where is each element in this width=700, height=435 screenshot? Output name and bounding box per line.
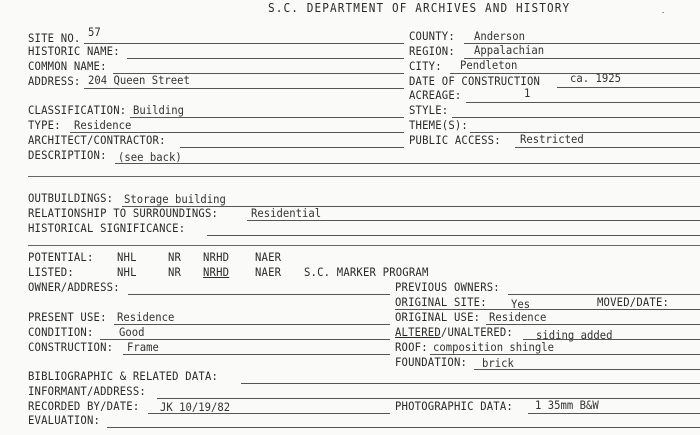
roof-line [430,354,700,355]
public-access-line [515,147,700,148]
potential-label: POTENTIAL: [28,250,94,264]
description-label: DESCRIPTION: [28,148,107,162]
roof-value: composition shingle [433,340,555,354]
theme-label: THEME(S): [409,118,468,132]
city-label: CITY: [409,59,442,73]
public-access-value: Restricted [520,132,584,146]
original-use-value: Residence [489,310,547,324]
original-site-value: Yes [511,297,531,311]
outbuildings-value: Storage building [124,192,226,206]
informant-label: INFORMANT/ADDRESS: [28,384,146,398]
foundation-value: brick [482,356,514,370]
acreage-value: 1 [524,86,531,100]
recorded-by-line [148,413,390,414]
historic-name-label: HISTORIC NAME: [28,44,120,58]
date-of-construction-value: ca. 1925 [570,71,621,85]
photographic-data-label: PHOTOGRAPHIC DATA: [395,399,513,413]
photographic-data-line [528,413,700,414]
present-use-line [114,324,390,325]
historic-name-line [127,58,404,59]
type-label: TYPE: [28,118,61,132]
acreage-label: ACREAGE: [409,88,462,102]
unaltered-label: /UNALTERED: [440,325,513,339]
relationship-label: RELATIONSHIP TO SURROUNDINGS: [28,206,219,220]
address-value: 204 Queen Street [88,73,190,87]
photographic-data-value: 1 35mm B&W [535,398,599,412]
acreage-line [466,102,700,103]
evaluation-line [107,427,700,428]
evaluation-label: EVALUATION: [28,413,101,427]
present-use-label: PRESENT USE: [28,310,107,324]
form-title: S.C. DEPARTMENT OF ARCHIVES AND HISTORY [268,1,571,15]
architect-line [180,147,404,148]
address-label: ADDRESS: [28,74,81,88]
style-label: STYLE: [409,103,449,117]
site-no-line [84,43,404,44]
recorded-by-value: JK 10/19/82 [160,400,231,414]
original-use-label: ORIGINAL USE: [395,310,481,324]
condition-label: CONDITION: [28,325,94,339]
bibliographic-label: BIBLIOGRAPHIC & RELATED DATA: [28,369,219,383]
bibliographic-line [241,383,700,384]
listed-nrhd-marked: NRHD [203,265,230,279]
type-value: Residence [74,118,132,132]
relationship-line [247,220,700,221]
section-divider-2 [28,245,700,246]
city-value: Pendleton [460,58,518,72]
previous-owners-label: PREVIOUS OWNERS: [395,280,500,294]
construction-value: Frame [127,340,159,354]
date-of-construction-label: DATE OF CONSTRUCTION [409,74,541,88]
county-value: Anderson [474,29,525,43]
paper-speck [662,12,664,13]
region-label: REGION: [409,44,455,58]
site-no-value: 57 [88,25,101,39]
roof-label: ROOF: [395,340,428,354]
site-no-label: SITE NO. [28,31,81,45]
common-name-label: COMMON NAME: [28,59,107,73]
listed-nr: NR [168,265,182,279]
foundation-line [474,369,700,370]
construction-line [123,354,390,355]
sc-marker-program: S.C. MARKER PROGRAM [304,265,429,279]
potential-nrhd: NRHD [203,250,230,264]
significance-label: HISTORICAL SIGNIFICANCE: [28,221,186,235]
relationship-value: Residential [251,206,322,220]
altered-unaltered-label [395,326,513,339]
listed-label: LISTED: [28,265,74,279]
altered-value: siding added [536,328,613,342]
owner-address-label: OWNER/ADDRESS: [28,280,120,294]
present-use-value: Residence [117,310,175,324]
architect-label: ARCHITECT/CONTRACTOR: [28,133,166,147]
classification-label: CLASSIFICATION: [28,103,127,117]
foundation-label: FOUNDATION: [395,355,468,369]
construction-label: CONSTRUCTION: [28,340,114,354]
original-use-line [486,324,700,325]
condition-value: Good [119,325,145,339]
outbuildings-label: OUTBUILDINGS: [28,191,114,205]
classification-value: Building [133,103,184,117]
original-site-label: ORIGINAL SITE: [395,295,487,309]
potential-nr: NR [168,250,182,264]
classification-line [130,117,404,118]
date-of-construction-line [557,87,700,88]
county-label: COUNTY: [409,29,455,43]
potential-nhl: NHL [117,250,137,264]
style-line [452,117,700,118]
public-access-label: PUBLIC ACCESS: [409,133,501,147]
theme-line [470,132,700,133]
significance-line [207,235,700,236]
description-line [115,163,700,164]
listed-naer: NAER [255,265,282,279]
listed-nhl: NHL [117,265,137,279]
owner-address-line [128,294,390,295]
region-value: Appalachian [474,43,545,57]
altered-marked: ALTERED [395,325,441,339]
address-line [84,88,404,89]
description-value: (see back) [118,150,182,164]
recorded-by-label: RECORDED BY/DATE: [28,399,140,413]
potential-naer: NAER [255,250,282,264]
section-divider-1 [28,176,700,177]
moved-date-label: MOVED/DATE: [597,295,670,309]
